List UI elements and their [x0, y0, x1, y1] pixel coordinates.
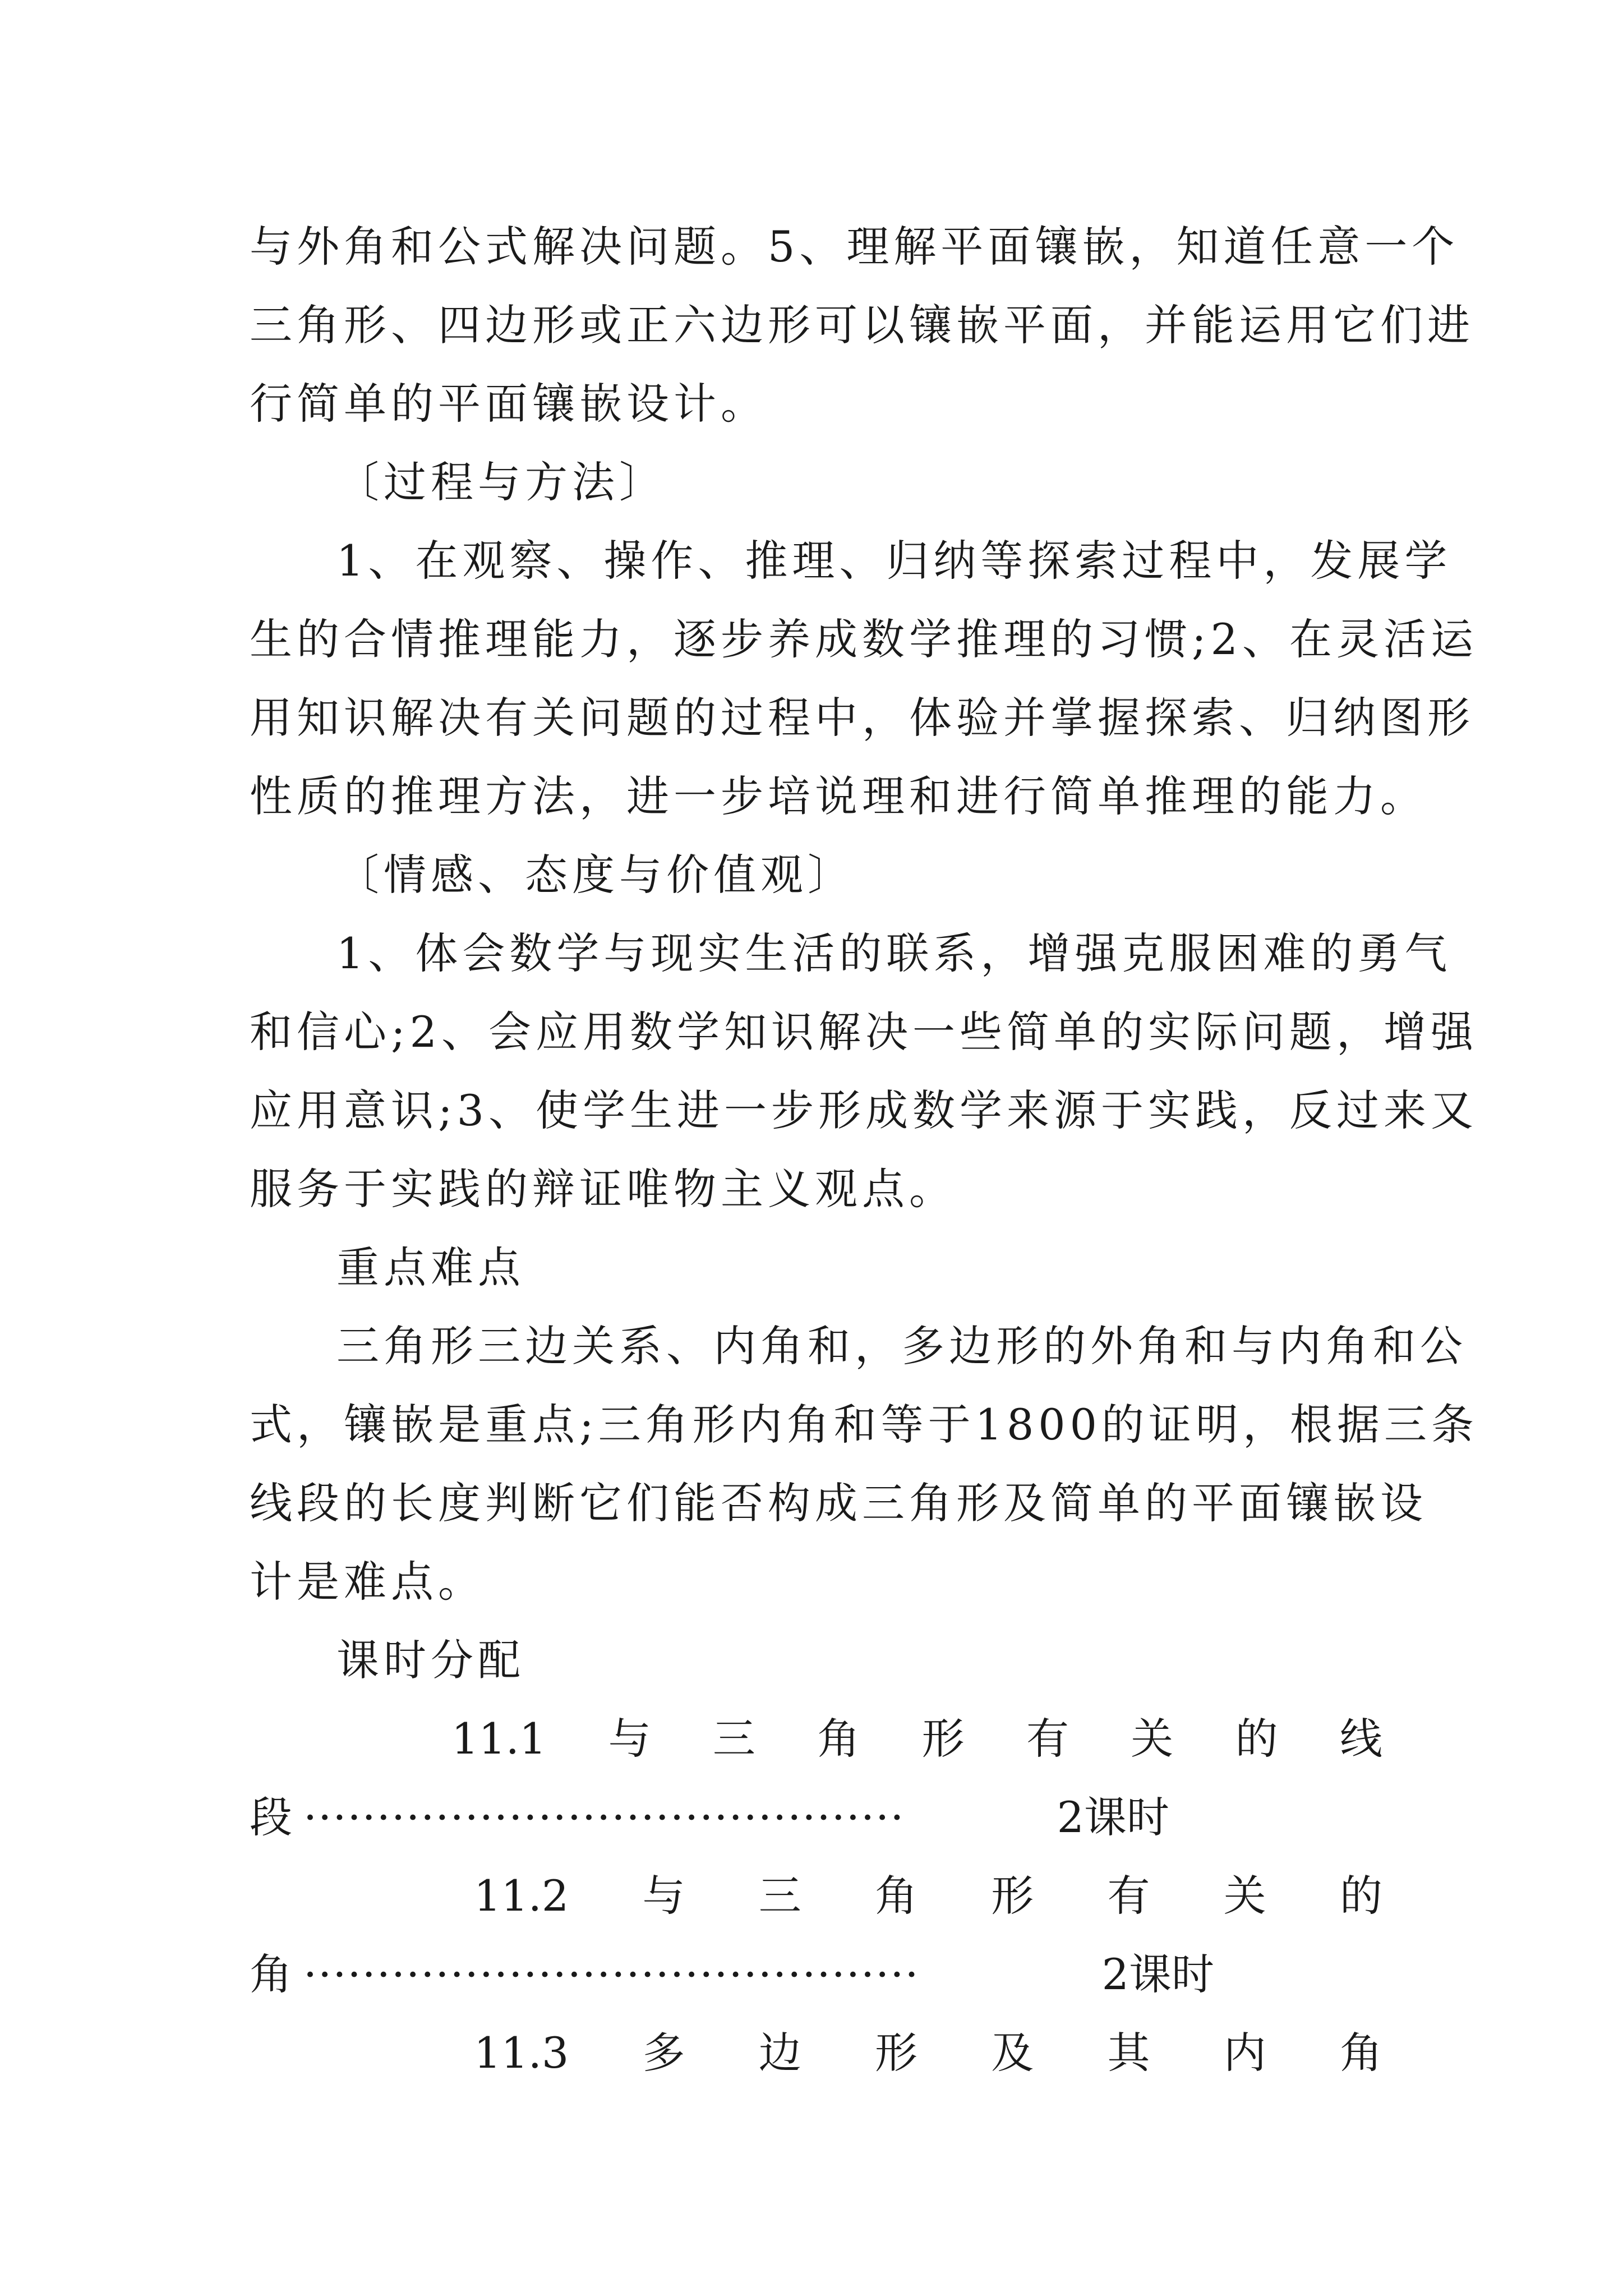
toc-word: 角	[1339, 2028, 1382, 2078]
toc-leader-dots: ··········································	[303, 1949, 920, 1999]
toc-entry-heading	[250, 1700, 1382, 1778]
section-heading-schedule: 课时分配	[336, 1635, 525, 1685]
toc-word: 的	[1235, 1714, 1278, 1764]
text-line: 用知识解决有关问题的过程中，体验并掌握探索、归纳图形	[250, 693, 1474, 743]
toc-word: 形	[991, 1871, 1034, 1921]
text-line: 行简单的平面镶嵌设计。	[250, 379, 768, 429]
toc-number: 11.2	[474, 1871, 569, 1921]
toc-number: 11.3	[474, 2028, 569, 2078]
document-body	[250, 208, 1479, 2092]
toc-word: 三	[758, 1871, 801, 1921]
text-line: 与外角和公式解决问题。5、理解平面镶嵌，知道任意一个	[250, 222, 1459, 272]
toc-tail: 段	[250, 1792, 292, 1842]
text-line: 1、体会数学与现实生活的联系，增强克服困难的勇气	[336, 928, 1452, 978]
toc-word: 与	[642, 1871, 685, 1921]
toc-word: 多	[642, 2028, 685, 2078]
toc-number: 11.1	[451, 1714, 547, 1764]
section-heading-key-points: 重点难点	[336, 1243, 525, 1292]
toc-entry-heading	[250, 1857, 1382, 1935]
text-line: 生的合情推理能力，逐步养成数学推理的习惯;2、在灵活运	[250, 614, 1478, 664]
toc-word: 关	[1223, 1871, 1266, 1921]
toc-tail: 角	[250, 1949, 292, 1999]
toc-leader-dots: ·········································	[303, 1792, 905, 1842]
toc-word: 有	[1026, 1714, 1069, 1764]
text-line: 1、在观察、操作、推理、归纳等探索过程中，发展学	[336, 536, 1452, 586]
toc-word: 三	[712, 1714, 755, 1764]
toc-word: 形	[921, 1714, 965, 1764]
text-line: 线段的长度判断它们能否构成三角形及简单的平面镶嵌设	[250, 1478, 1427, 1528]
text-line: 三角形三边关系、内角和，多边形的外角和与内角和公	[336, 1321, 1467, 1371]
toc-word: 角	[817, 1714, 860, 1764]
text-line: 性质的推理方法，进一步培说理和进行简单推理的能力。	[250, 771, 1427, 821]
text-line: 三角形、四边形或正六边形可以镶嵌平面，并能运用它们进	[250, 300, 1474, 350]
toc-word: 形	[874, 2028, 917, 2078]
section-heading-process: 〔过程与方法〕	[336, 457, 666, 507]
toc-hours: 2课时	[1101, 1949, 1214, 1999]
text-line: 和信心;2、会应用数学知识解决一些简单的实际问题，增强	[250, 1007, 1478, 1057]
section-heading-emotion: 〔情感、态度与价值观〕	[336, 850, 855, 900]
text-line: 计是难点。	[250, 1557, 485, 1607]
text-line: 应用意识;3、使学生进一步形成数学来源于实践，反过来又	[250, 1085, 1478, 1135]
toc-word: 与	[608, 1714, 651, 1764]
toc-word: 边	[758, 2028, 801, 2078]
text-line: 式，镶嵌是重点;三角形内角和等于1800的证明，根据三条	[250, 1400, 1479, 1450]
toc-entry-line	[250, 1778, 1169, 1857]
toc-entry-heading	[250, 2014, 1382, 2092]
toc-word: 关	[1131, 1714, 1174, 1764]
toc-word: 及	[991, 2028, 1034, 2078]
toc-word: 线	[1339, 1714, 1382, 1764]
text-line: 服务于实践的辩证唯物主义观点。	[250, 1164, 956, 1214]
toc-hours: 2课时	[1057, 1792, 1169, 1842]
toc-word: 的	[1339, 1871, 1382, 1921]
toc-entry-line	[250, 1935, 1214, 2014]
toc-word: 有	[1107, 1871, 1150, 1921]
toc-word: 内	[1223, 2028, 1266, 2078]
toc-word: 其	[1107, 2028, 1150, 2078]
toc-word: 角	[874, 1871, 917, 1921]
